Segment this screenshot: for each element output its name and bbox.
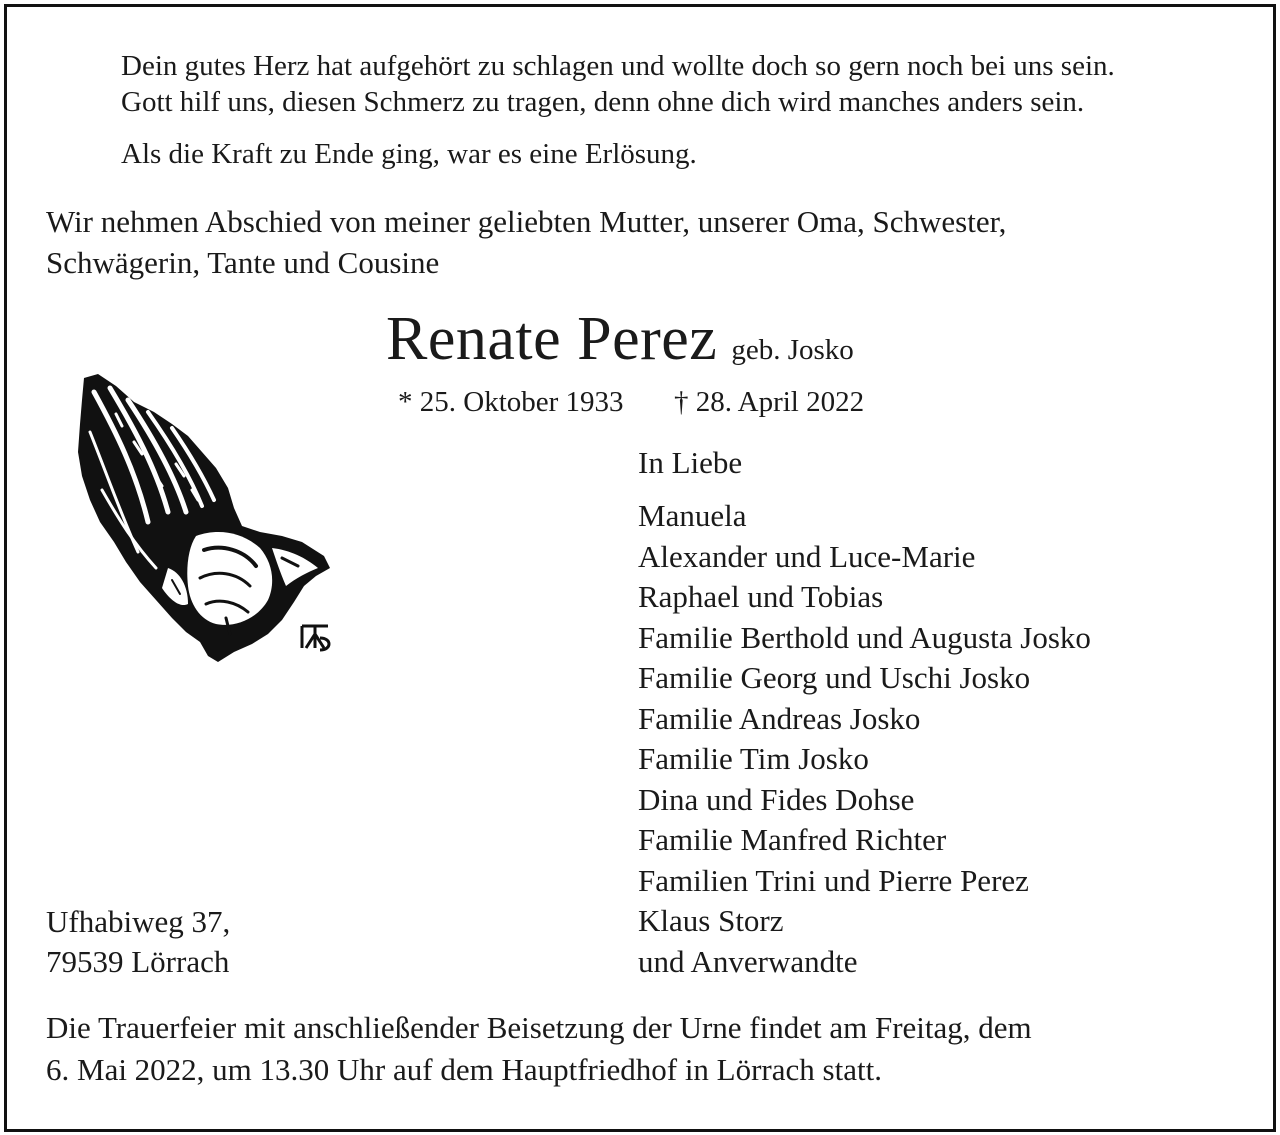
list-item: Alexander und Luce-Marie [638,538,976,574]
ceremony-line-2: 6. Mai 2022, um 13.30 Uhr auf dem Hauptfriedhof in Lörrach statt. [46,1052,882,1087]
list-item: Familie Andreas Josko [638,700,921,736]
ceremony-line-1: Die Trauerfeier mit anschließender Beisetzung der Urne findet am Freitag, dem [46,1010,1032,1045]
poem-line-2: Gott hilf uns, diesen Schmerz zu tragen, denn ohne dich wird manches anders sein. [121,86,1085,118]
deceased-name: Renate Perez [386,305,718,373]
list-item: Familie Berthold und Augusta Josko [638,619,1091,655]
intro-line-2: Schwägerin, Tante und Cousine [46,245,440,280]
birth-date: * 25. Oktober 1933 [398,386,624,418]
list-item: Raphael und Tobias [638,579,884,614]
list-item: Klaus Storz [638,903,784,938]
list-item: Familien Trini und Pierre Perez [638,862,1029,898]
poem-line-3: Als die Kraft zu Ende ging, war es eine Erlösung. [121,138,697,170]
praying-hands-icon [76,372,338,664]
address-street: Ufhabiweg 37, [46,904,231,939]
list-item: Manuela [638,498,747,533]
address-city: 79539 Lörrach [46,944,230,979]
list-item: und Anverwandte [638,943,858,979]
death-date: † 28. April 2022 [674,386,865,418]
list-item: Dina und Fides Dohse [638,781,915,817]
intro-line-1: Wir nehmen Abschied von meiner geliebten Mutter, unserer Oma, Schwester, [46,204,1007,239]
mourners-list [638,496,1091,982]
list-item: Familie Manfred Richter [638,822,947,857]
poem-line-1: Dein gutes Herz hat aufgehört zu schlagen und wollte doch so gern noch bei uns sein. [121,50,1115,82]
in-love-heading: In Liebe [638,445,743,480]
list-item: Familie Georg und Uschi Josko [638,660,1031,695]
deceased-name-line [386,300,854,378]
deceased-birth-name: geb. Josko [731,334,854,366]
list-item: Familie Tim Josko [638,741,869,776]
